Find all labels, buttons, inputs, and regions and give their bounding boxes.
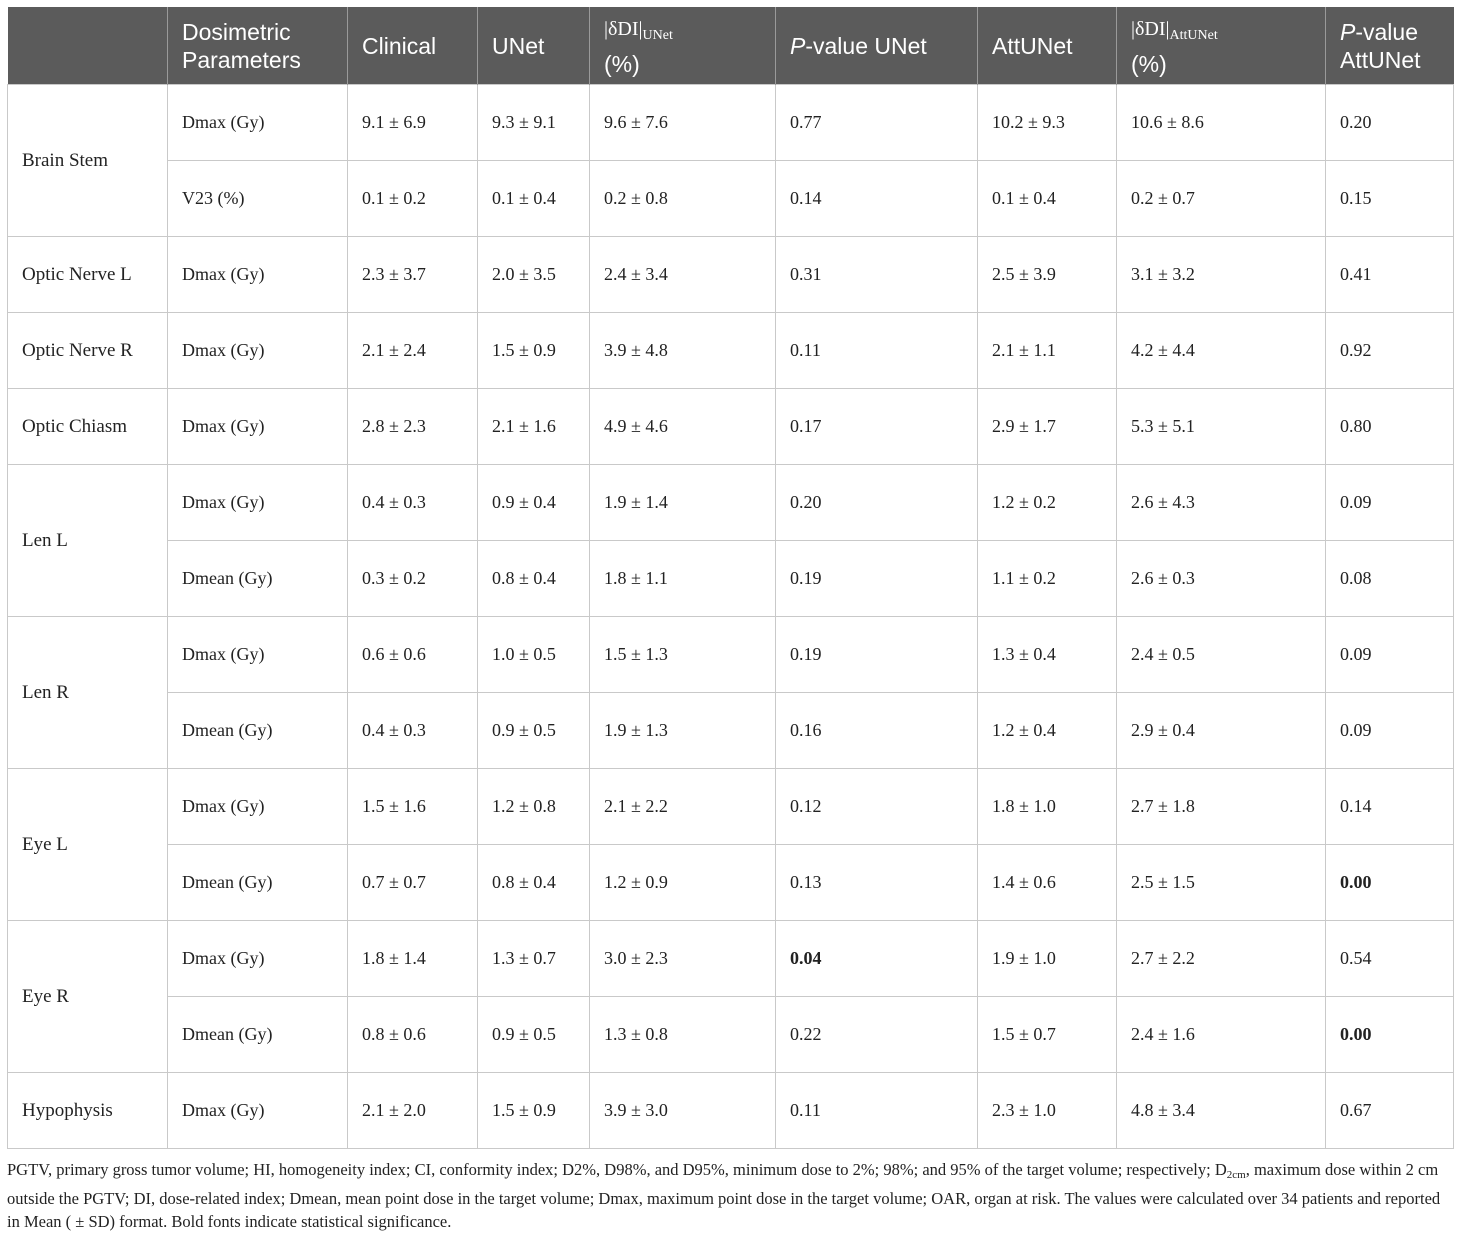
header-delta-di-attunet [1117, 7, 1326, 85]
delta-attunet-cell: 2.7 ± 1.8 [1117, 769, 1326, 845]
delta-unet-cell: 3.9 ± 3.0 [590, 1073, 776, 1149]
table-row [8, 541, 1454, 617]
delta-di-unet-unit: (%) [604, 51, 640, 77]
p-unet-cell-significant: 0.04 [776, 921, 978, 997]
attunet-cell: 1.2 ± 0.2 [978, 465, 1117, 541]
delta-di-unet-subscript: UNet [642, 28, 673, 43]
delta-unet-cell: 3.9 ± 4.8 [590, 313, 776, 389]
p-unet-cell: 0.16 [776, 693, 978, 769]
delta-unet-cell: 9.6 ± 7.6 [590, 85, 776, 161]
p-attunet-cell: 0.92 [1326, 313, 1454, 389]
attunet-cell: 0.1 ± 0.4 [978, 161, 1117, 237]
table-row [8, 1073, 1454, 1149]
clinical-cell: 1.8 ± 1.4 [348, 921, 478, 997]
clinical-cell: 0.7 ± 0.7 [348, 845, 478, 921]
p-attunet-cell: 0.67 [1326, 1073, 1454, 1149]
delta-unet-cell: 4.9 ± 4.6 [590, 389, 776, 465]
clinical-cell: 0.4 ± 0.3 [348, 693, 478, 769]
param-cell: Dmean (Gy) [168, 845, 348, 921]
p-italic: P [790, 32, 806, 59]
table-row [8, 617, 1454, 693]
delta-unet-cell: 1.2 ± 0.9 [590, 845, 776, 921]
attunet-cell: 2.1 ± 1.1 [978, 313, 1117, 389]
clinical-cell: 0.6 ± 0.6 [348, 617, 478, 693]
delta-unet-cell: 1.9 ± 1.3 [590, 693, 776, 769]
attunet-cell: 2.3 ± 1.0 [978, 1073, 1117, 1149]
p-unet-cell: 0.19 [776, 617, 978, 693]
organ-cell: Brain Stem [8, 85, 168, 237]
footnote-d2cm-subscript: 2cm [1226, 1169, 1246, 1181]
param-cell: Dmax (Gy) [168, 921, 348, 997]
delta-attunet-cell: 2.9 ± 0.4 [1117, 693, 1326, 769]
unet-cell: 1.2 ± 0.8 [478, 769, 590, 845]
table-row [8, 85, 1454, 161]
p-attunet-cell: 0.54 [1326, 921, 1454, 997]
p-unet-cell: 0.17 [776, 389, 978, 465]
delta-unet-cell: 1.5 ± 1.3 [590, 617, 776, 693]
param-cell: Dmean (Gy) [168, 541, 348, 617]
delta-attunet-cell: 4.2 ± 4.4 [1117, 313, 1326, 389]
p-unet-cell: 0.20 [776, 465, 978, 541]
organ-cell: Optic Nerve R [8, 313, 168, 389]
delta-unet-cell: 1.3 ± 0.8 [590, 997, 776, 1073]
table-row [8, 161, 1454, 237]
clinical-cell: 2.8 ± 2.3 [348, 389, 478, 465]
param-cell: Dmax (Gy) [168, 313, 348, 389]
p-attunet-cell: 0.08 [1326, 541, 1454, 617]
table-row [8, 769, 1454, 845]
attunet-cell: 2.5 ± 3.9 [978, 237, 1117, 313]
header-p-value-attunet [1326, 7, 1454, 85]
p-unet-cell: 0.22 [776, 997, 978, 1073]
p-attunet-cell: 0.09 [1326, 617, 1454, 693]
p-attunet-cell: 0.41 [1326, 237, 1454, 313]
param-cell: Dmax (Gy) [168, 465, 348, 541]
footnote-text-part2: , maximum dose within 2 cm outside the PGTV; DI, dose-related index; Dmean, mean point dose in the target volume; Dmax, maximum point dose in the target volume; OAR, organ at risk. The values were calculated over 34 patients and reported in Mean ( ± SD) format. Bold fonts indicate statistical significance. [7, 1160, 1441, 1231]
param-cell: Dmean (Gy) [168, 997, 348, 1073]
unet-cell: 0.1 ± 0.4 [478, 161, 590, 237]
footnote-text-part1: PGTV, primary gross tumor volume; HI, homogeneity index; CI, conformity index; D2%, D98%, and D95%, minimum dose to 2%; 98%; and 95% of the target volume; respectively; D [7, 1160, 1227, 1179]
clinical-cell: 0.8 ± 0.6 [348, 997, 478, 1073]
organ-cell: Eye L [8, 769, 168, 921]
clinical-cell: 0.4 ± 0.3 [348, 465, 478, 541]
header-clinical: Clinical [348, 7, 478, 85]
delta-di-attunet-symbol: |δDI| [1131, 18, 1170, 40]
clinical-cell: 0.1 ± 0.2 [348, 161, 478, 237]
param-cell: V23 (%) [168, 161, 348, 237]
unet-cell: 1.5 ± 0.9 [478, 313, 590, 389]
clinical-cell: 9.1 ± 6.9 [348, 85, 478, 161]
delta-attunet-cell: 2.6 ± 4.3 [1117, 465, 1326, 541]
p-unet-cell: 0.12 [776, 769, 978, 845]
delta-attunet-cell: 5.3 ± 5.1 [1117, 389, 1326, 465]
p-italic: P [1340, 18, 1356, 45]
attunet-cell: 1.1 ± 0.2 [978, 541, 1117, 617]
delta-unet-cell: 2.4 ± 3.4 [590, 237, 776, 313]
attunet-cell: 1.4 ± 0.6 [978, 845, 1117, 921]
delta-unet-cell: 3.0 ± 2.3 [590, 921, 776, 997]
unet-cell: 9.3 ± 9.1 [478, 85, 590, 161]
delta-attunet-cell: 2.5 ± 1.5 [1117, 845, 1326, 921]
attunet-cell: 1.2 ± 0.4 [978, 693, 1117, 769]
param-cell: Dmax (Gy) [168, 237, 348, 313]
attunet-cell: 1.9 ± 1.0 [978, 921, 1117, 997]
header-dosimetric-parameters: Dosimetric Parameters [168, 7, 348, 85]
p-attunet-cell: 0.09 [1326, 693, 1454, 769]
delta-attunet-cell: 2.7 ± 2.2 [1117, 921, 1326, 997]
param-cell: Dmax (Gy) [168, 769, 348, 845]
attunet-cell: 2.9 ± 1.7 [978, 389, 1117, 465]
table-row [8, 693, 1454, 769]
param-cell: Dmax (Gy) [168, 85, 348, 161]
p-attunet-cell: 0.14 [1326, 769, 1454, 845]
delta-di-unet-symbol: |δDI| [604, 18, 643, 40]
param-cell: Dmax (Gy) [168, 389, 348, 465]
table-row [8, 389, 1454, 465]
organ-cell: Len R [8, 617, 168, 769]
unet-cell: 0.9 ± 0.5 [478, 997, 590, 1073]
delta-attunet-cell: 2.4 ± 1.6 [1117, 997, 1326, 1073]
p-value-attunet-label: -value AttUNet [1340, 18, 1421, 73]
p-unet-cell: 0.19 [776, 541, 978, 617]
organ-cell: Optic Chiasm [8, 389, 168, 465]
dosimetric-table [7, 7, 1454, 1149]
attunet-cell: 10.2 ± 9.3 [978, 85, 1117, 161]
delta-di-attunet-unit: (%) [1131, 51, 1167, 77]
p-attunet-cell: 0.80 [1326, 389, 1454, 465]
p-attunet-cell: 0.20 [1326, 85, 1454, 161]
delta-attunet-cell: 2.6 ± 0.3 [1117, 541, 1326, 617]
p-value-unet-label: -value UNet [805, 32, 927, 59]
p-unet-cell: 0.13 [776, 845, 978, 921]
p-unet-cell: 0.14 [776, 161, 978, 237]
table-footnote [7, 1158, 1457, 1233]
header-organ [8, 7, 168, 85]
unet-cell: 1.3 ± 0.7 [478, 921, 590, 997]
table-row [8, 845, 1454, 921]
unet-cell: 1.5 ± 0.9 [478, 1073, 590, 1149]
delta-attunet-cell: 0.2 ± 0.7 [1117, 161, 1326, 237]
table-row [8, 313, 1454, 389]
p-unet-cell: 0.77 [776, 85, 978, 161]
delta-di-attunet-subscript: AttUNet [1169, 28, 1218, 43]
clinical-cell: 2.1 ± 2.4 [348, 313, 478, 389]
param-cell: Dmax (Gy) [168, 617, 348, 693]
header-unet: UNet [478, 7, 590, 85]
attunet-cell: 1.3 ± 0.4 [978, 617, 1117, 693]
organ-cell: Hypophysis [8, 1073, 168, 1149]
param-cell: Dmean (Gy) [168, 693, 348, 769]
delta-attunet-cell: 3.1 ± 3.2 [1117, 237, 1326, 313]
table-container [7, 7, 1453, 1149]
delta-attunet-cell: 10.6 ± 8.6 [1117, 85, 1326, 161]
clinical-cell: 0.3 ± 0.2 [348, 541, 478, 617]
unet-cell: 0.9 ± 0.5 [478, 693, 590, 769]
delta-attunet-cell: 2.4 ± 0.5 [1117, 617, 1326, 693]
table-row [8, 921, 1454, 997]
unet-cell: 2.1 ± 1.6 [478, 389, 590, 465]
unet-cell: 2.0 ± 3.5 [478, 237, 590, 313]
header-row [8, 7, 1454, 85]
clinical-cell: 2.3 ± 3.7 [348, 237, 478, 313]
p-attunet-cell-significant: 0.00 [1326, 845, 1454, 921]
attunet-cell: 1.5 ± 0.7 [978, 997, 1117, 1073]
delta-attunet-cell: 4.8 ± 3.4 [1117, 1073, 1326, 1149]
p-attunet-cell: 0.15 [1326, 161, 1454, 237]
organ-cell: Len L [8, 465, 168, 617]
clinical-cell: 2.1 ± 2.0 [348, 1073, 478, 1149]
table-row [8, 997, 1454, 1073]
unet-cell: 0.9 ± 0.4 [478, 465, 590, 541]
unet-cell: 0.8 ± 0.4 [478, 541, 590, 617]
clinical-cell: 1.5 ± 1.6 [348, 769, 478, 845]
table-row [8, 237, 1454, 313]
organ-cell: Optic Nerve L [8, 237, 168, 313]
attunet-cell: 1.8 ± 1.0 [978, 769, 1117, 845]
param-cell: Dmax (Gy) [168, 1073, 348, 1149]
header-p-value-unet [776, 7, 978, 85]
delta-unet-cell: 1.8 ± 1.1 [590, 541, 776, 617]
unet-cell: 1.0 ± 0.5 [478, 617, 590, 693]
unet-cell: 0.8 ± 0.4 [478, 845, 590, 921]
p-unet-cell: 0.31 [776, 237, 978, 313]
delta-unet-cell: 0.2 ± 0.8 [590, 161, 776, 237]
header-attunet: AttUNet [978, 7, 1117, 85]
p-unet-cell: 0.11 [776, 1073, 978, 1149]
p-attunet-cell-significant: 0.00 [1326, 997, 1454, 1073]
header-delta-di-unet [590, 7, 776, 85]
p-attunet-cell: 0.09 [1326, 465, 1454, 541]
p-unet-cell: 0.11 [776, 313, 978, 389]
table-row [8, 465, 1454, 541]
delta-unet-cell: 1.9 ± 1.4 [590, 465, 776, 541]
organ-cell: Eye R [8, 921, 168, 1073]
delta-unet-cell: 2.1 ± 2.2 [590, 769, 776, 845]
